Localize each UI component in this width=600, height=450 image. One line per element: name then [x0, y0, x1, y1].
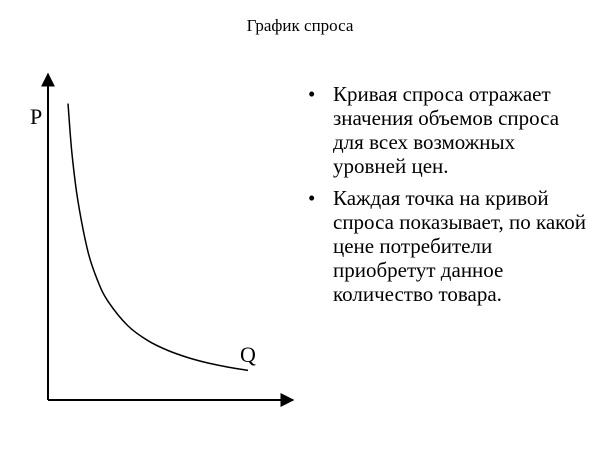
- bullet-text: Кривая спроса отражает значения объемов спроса для всех возможных уровней цен.: [333, 82, 560, 178]
- demand-curve-line: [68, 104, 248, 371]
- bullet-list: [308, 82, 593, 314]
- slide-title: График спроса: [246, 16, 354, 35]
- demand-chart-svg: [0, 60, 310, 420]
- bullet-symbol: •: [308, 186, 316, 210]
- bullet-symbol: •: [308, 82, 316, 106]
- demand-chart: [0, 60, 310, 420]
- y-axis-label: P: [30, 104, 43, 129]
- x-axis-label: Q: [240, 342, 256, 367]
- bullet-item: [308, 82, 593, 178]
- bullet-item: [308, 186, 593, 306]
- bullet-text: Каждая точка на кривой спроса показывает, по какой цене потребители приобретут данное количество товара.: [333, 186, 587, 306]
